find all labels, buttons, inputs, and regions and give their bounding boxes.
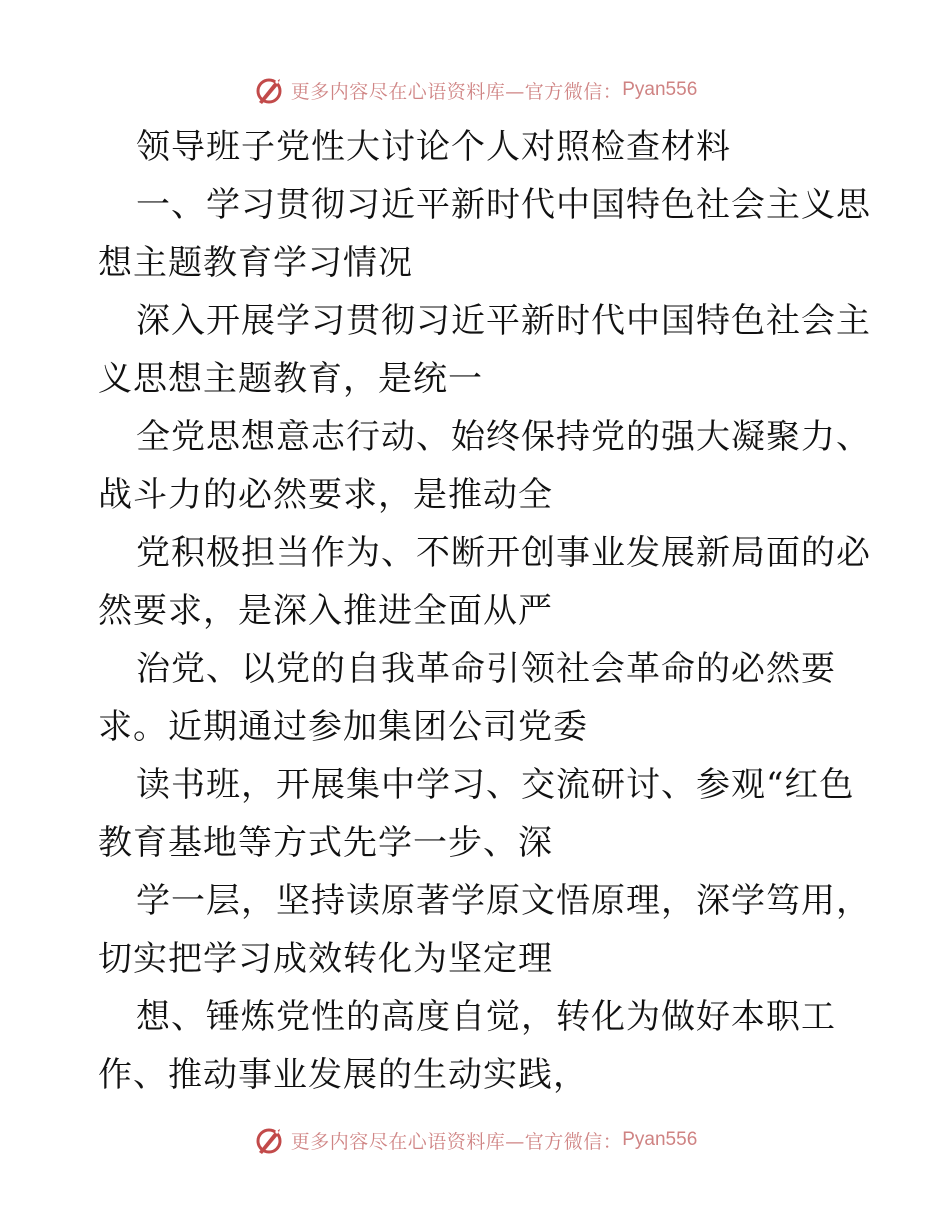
paragraph-line: 想主题教育学习情况 [98, 243, 413, 283]
watermark-text: 更多内容尽在心语资料库—官方微信： [290, 1130, 623, 1153]
paragraph-line: 作、推动事业发展的生动实践， [98, 1055, 588, 1095]
paragraph-line: 切实把学习成效转化为坚定理 [98, 939, 553, 979]
document-body [98, 118, 871, 1104]
paragraph-line: 求。近期通过参加集团公司党委 [98, 707, 588, 747]
paragraph-line: 教育基地等方式先学一步、深 [98, 823, 553, 863]
watermark-wechat-id: Pyan556 [622, 79, 698, 100]
paragraph-line: 一、学习贯彻习近平新时代中国特色社会主义思 [136, 185, 871, 225]
paragraph-line: 党积极担当作为、不断开创事业发展新局面的必 [136, 533, 871, 573]
watermark-banner-top [0, 70, 950, 110]
paragraph-line: 学一层，坚持读原著学原文悟原理，深学笃用， [136, 881, 871, 921]
paragraph-line: 全党思想意志行动、始终保持党的强大凝聚力、 [136, 417, 871, 457]
paragraph-line: 深入开展学习贯彻习近平新时代中国特色社会主 [136, 301, 871, 341]
pen-nib-logo-icon [253, 74, 285, 106]
paragraph-line: 治党、以党的自我革命引领社会革命的必然要 [136, 649, 836, 689]
watermark-text: 更多内容尽在心语资料库—官方微信： [290, 80, 623, 103]
paragraph-line: 读书班，开展集中学习、交流研讨、参观“红色 [136, 765, 855, 805]
watermark-banner-bottom [0, 1120, 950, 1160]
watermark-wechat-id: Pyan556 [622, 1129, 698, 1150]
pen-nib-logo-icon [253, 1124, 285, 1156]
paragraph-line: 战斗力的必然要求，是推动全 [98, 475, 553, 515]
paragraph-line: 义思想主题教育，是统一 [98, 359, 483, 399]
paragraph-line: 然要求，是深入推进全面从严 [98, 591, 553, 631]
document-title: 领导班子党性大讨论个人对照检查材料 [136, 127, 731, 167]
paragraph-line: 想、锤炼党性的高度自觉，转化为做好本职工 [136, 997, 836, 1037]
